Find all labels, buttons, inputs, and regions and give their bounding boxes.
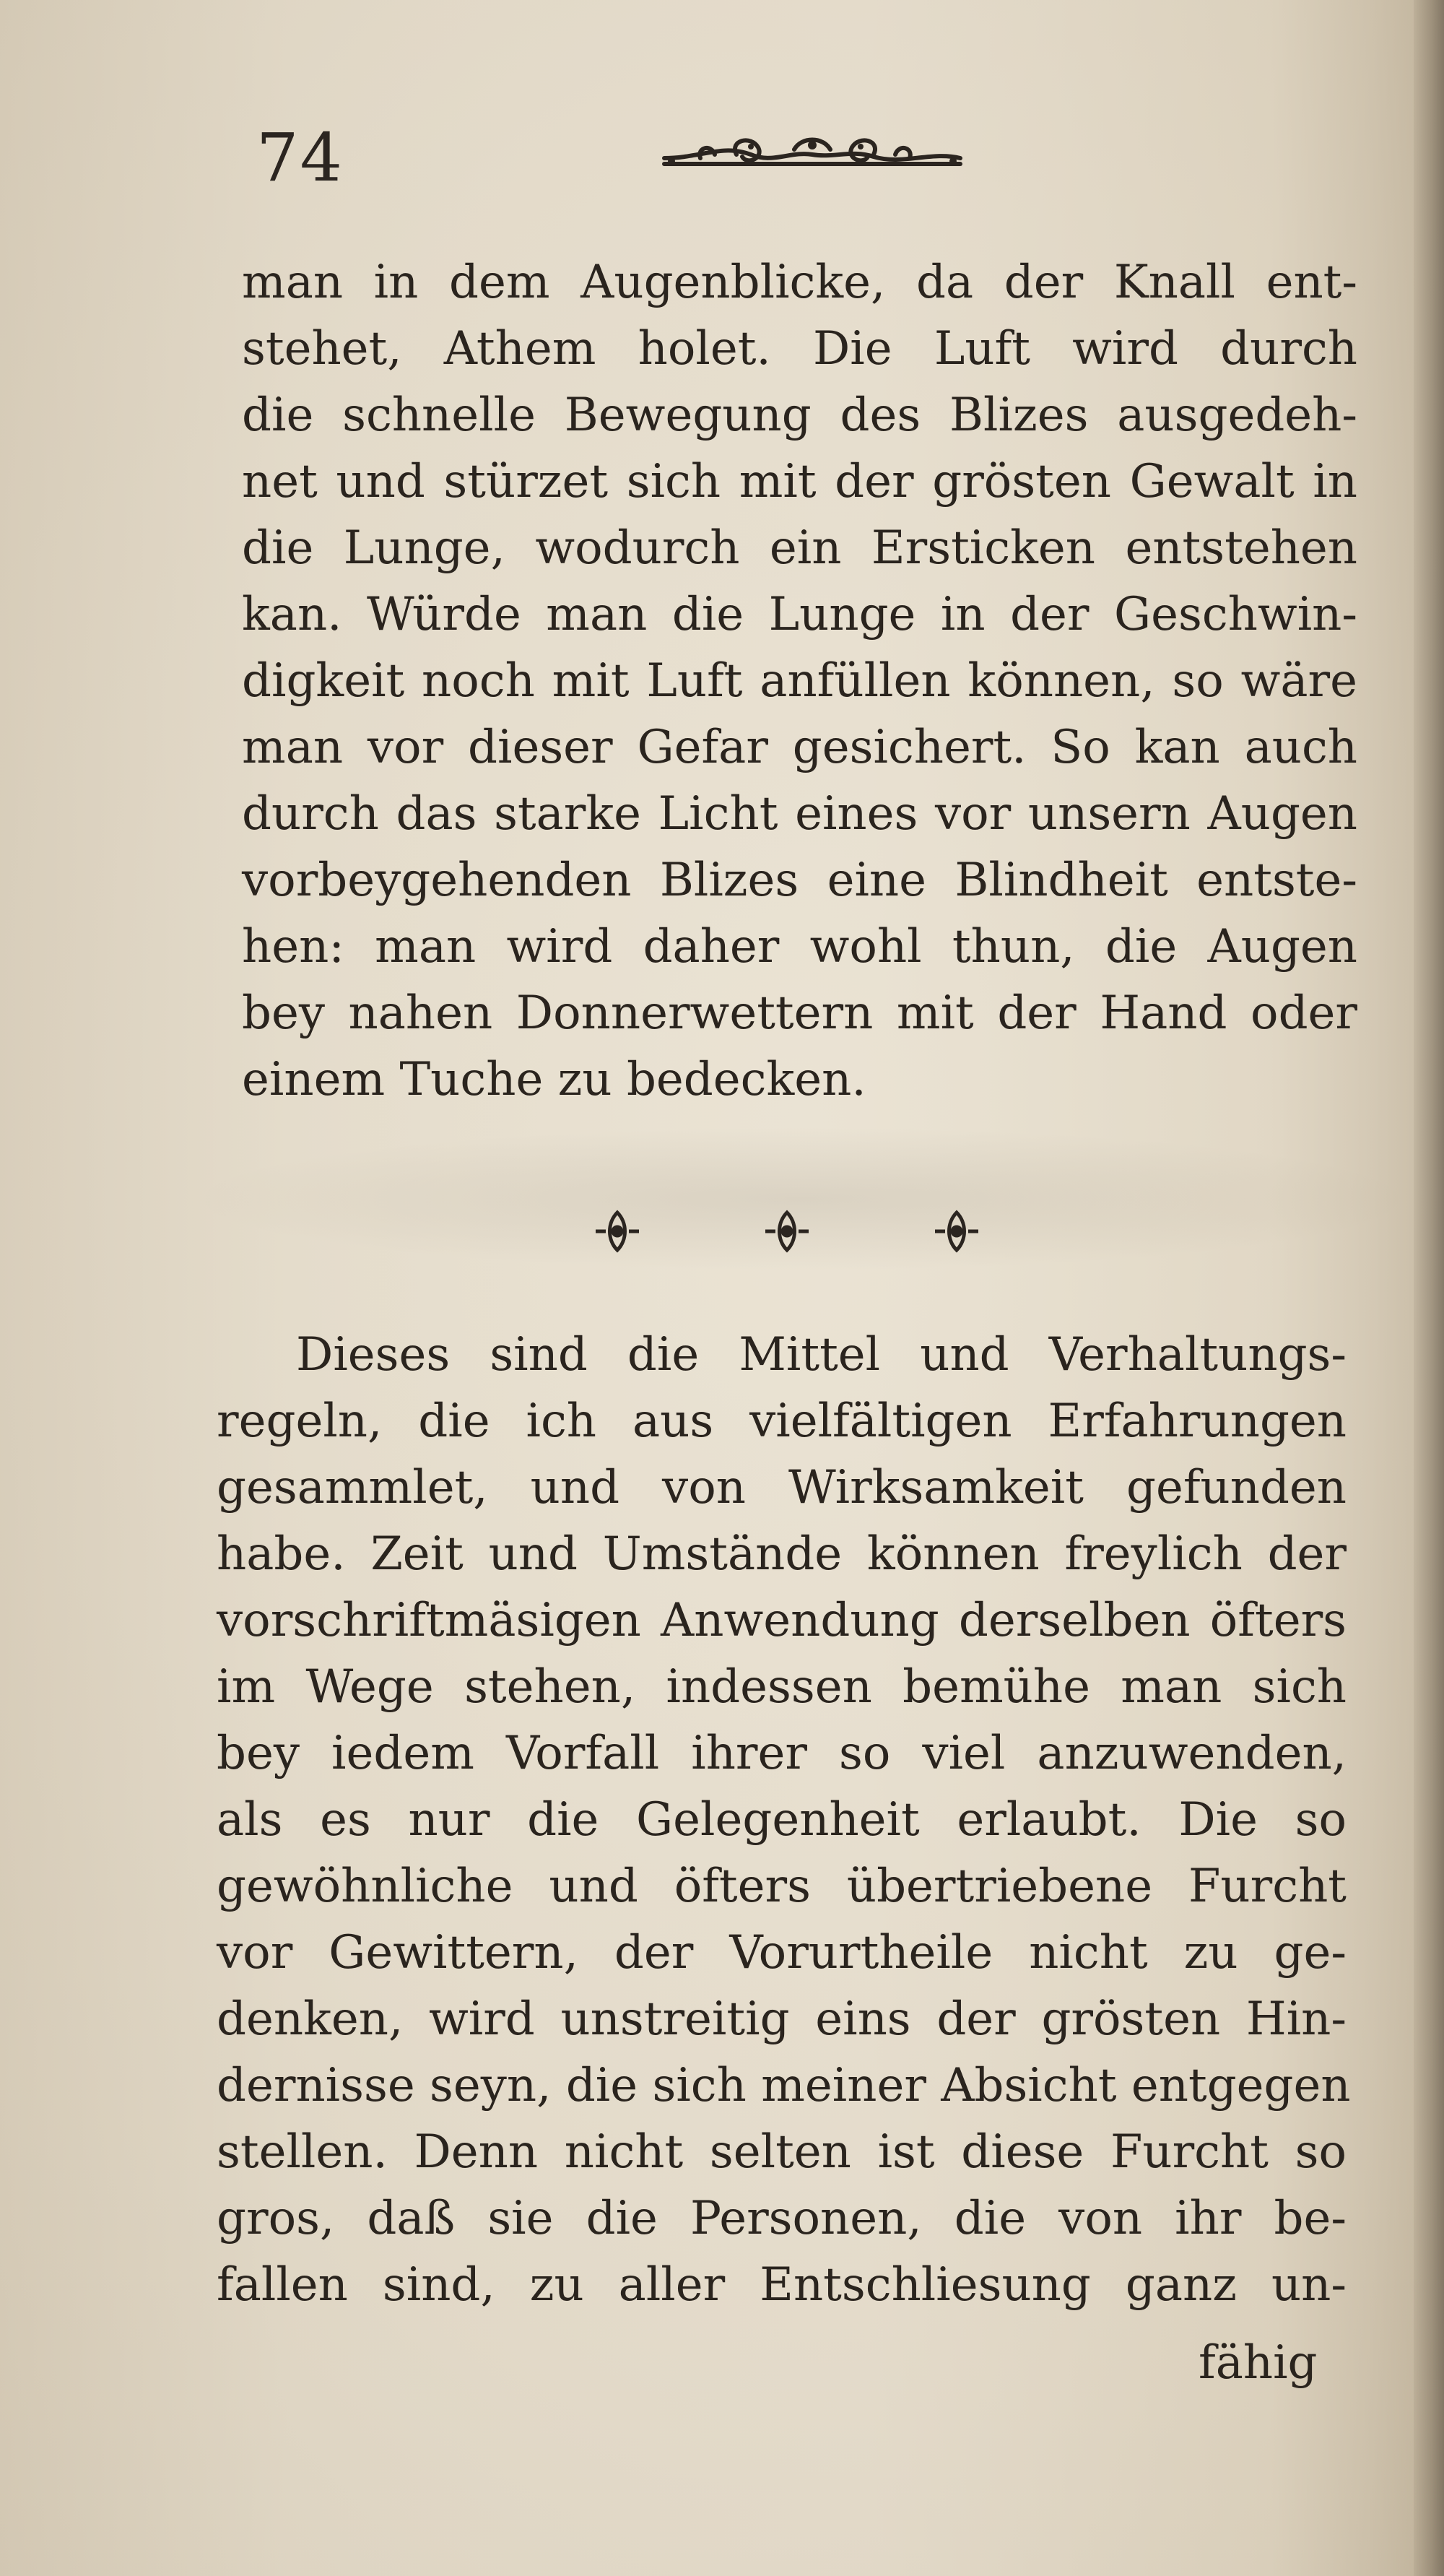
text-line: gewöhnliche und öfters übertriebene Furcht: [217, 1860, 1347, 1913]
catchword: fähig: [1199, 2336, 1318, 2390]
text-line: vorbeygehenden Blizes eine Blindheit entste-: [242, 854, 1357, 907]
text-line: bey nahen Donnerwettern mit der Hand oder: [242, 986, 1357, 1040]
text-line: regeln, die ich aus vielfältigen Erfahrungen: [217, 1395, 1347, 1448]
paragraph-1: [242, 249, 1357, 1113]
text-line: einem Tuche zu bedecken.: [242, 1053, 866, 1106]
text-line: vor Gewittern, der Vorurtheile nicht zu ge-: [217, 1926, 1347, 1979]
text-line: als es nur die Gelegenheit erlaubt. Die so: [217, 1793, 1347, 1847]
text-line: stehet, Athem holet. Die Luft wird durch: [242, 322, 1357, 376]
text-line: gros, daß sie die Personen, die von ihr be-: [217, 2192, 1347, 2245]
text-line: digkeit noch mit Luft anfüllen können, so wäre: [242, 654, 1357, 708]
ornament-vine-icon: [657, 129, 967, 180]
text-line: Dieses sind die Mittel und Verhaltungs-: [296, 1328, 1347, 1382]
text-line: die schnelle Bewegung des Blizes ausgedeh-: [242, 389, 1357, 442]
text-line: gesammlet, und von Wirksamkeit gefunden: [217, 1461, 1347, 1514]
text-line: stellen. Denn nicht selten ist diese Furcht so: [217, 2125, 1347, 2179]
text-line: vorschriftmäsigen Anwendung derselben öfters: [217, 1594, 1347, 1647]
text-line: net und stürzet sich mit der grösten Gewalt in: [242, 455, 1357, 508]
text-line: hen: man wird daher wohl thun, die Augen: [242, 920, 1357, 973]
fleuron-icon: [585, 1202, 989, 1260]
text-line: fallen sind, zu aller Entschliesung ganz un-: [217, 2258, 1347, 2312]
text-line: durch das starke Licht eines vor unsern Augen: [242, 787, 1357, 841]
page-number: 74: [256, 119, 344, 196]
text-line: kan. Würde man die Lunge in der Geschwin-: [242, 588, 1357, 641]
text-line: dernisse seyn, die sich meiner Absicht entgegen: [217, 2059, 1351, 2112]
text-line: bey iedem Vorfall ihrer so viel anzuwenden,: [217, 1727, 1347, 1780]
text-line: im Wege stehen, indessen bemühe man sich: [217, 1660, 1347, 1714]
text-line: die Lunge, wodurch ein Ersticken entstehen: [242, 521, 1357, 575]
text-line: man in dem Augenblicke, da der Knall ent-: [242, 256, 1357, 309]
text-line: man vor dieser Gefar gesichert. So kan auch: [242, 721, 1357, 774]
text-line: denken, wird unstreitig eins der grösten Hin-: [217, 1992, 1347, 2046]
page-gutter-edge: [1414, 0, 1444, 2576]
running-header: [256, 119, 978, 199]
paragraph-2: [217, 1322, 1351, 2318]
text-line: habe. Zeit und Umstände können freylich der: [217, 1527, 1347, 1581]
